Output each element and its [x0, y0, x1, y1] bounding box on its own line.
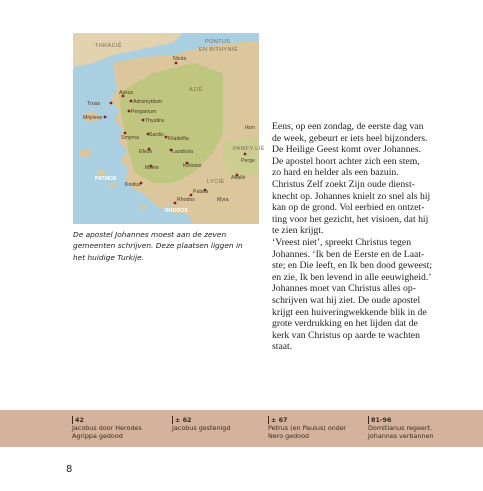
caption-line: het huidige Turkije. [73, 252, 145, 262]
timeline-desc: Jacobus gestenigd [172, 424, 231, 432]
text-line: De apostel hoort achter zich een stem, [272, 155, 420, 167]
timeline-item [368, 416, 434, 440]
timeline-date: 81-96 [368, 416, 434, 424]
text-line: Christus Zelf zoekt Zijn oude dienst- [272, 178, 415, 190]
text-line: de week, gebeurt er iets heel bijzonders. [272, 132, 428, 144]
map-label-troas: Troas [87, 101, 101, 107]
timeline-date: 42 [72, 416, 142, 424]
story-text [272, 121, 472, 353]
text-line: kan op de grond. Vol eerbied en ontzet- [272, 202, 425, 214]
timeline-item [72, 416, 142, 440]
text-line: Johannes. ‘Ik ben de Eerste en de Laat- [272, 248, 425, 260]
text-line: ‘Vreest niet’, spreekt Christus tegen [272, 236, 412, 248]
map-label-mitylene: Mitylene [83, 115, 103, 121]
page-number: 8 [66, 464, 73, 475]
text-line: ting voor het gezicht, het visioen, dat hij [272, 213, 429, 225]
text-line: kerk van Christus op aarde te wachten [272, 329, 420, 341]
text-line: ste; en Die leeft, en Ik ben dood geweest; [272, 260, 433, 272]
map-label-myra: Myra [217, 197, 229, 203]
map-label-kolosse: Kolosse [183, 163, 202, 169]
text-line: grote verdrukking en het lijden dat de [272, 318, 418, 330]
text-line: staat. [272, 341, 293, 353]
text-line: te zien krijgt. [272, 225, 324, 237]
timeline-item [268, 416, 346, 440]
map-label-sardis: Sardis [149, 132, 164, 138]
asia-minor-map [73, 33, 265, 224]
map-label-azie: AZIË [189, 87, 203, 93]
caption-line: gemeenten schrijven. Deze plaatsen liggen in [73, 241, 243, 251]
caption-line: De apostel Johannes moest aan de zeven [73, 230, 227, 239]
text-line: krijgt een huiveringwekkende blik in de [272, 306, 427, 318]
map-label-attalie: Attalië [231, 175, 246, 181]
map-label-ikon: Ikon [245, 125, 255, 131]
map-label-rhodos-island: RHODOS [165, 208, 188, 214]
map-label-efeze: Efeze [139, 149, 153, 155]
map-label-nicea: Nicéa [173, 56, 187, 62]
text-line: knecht op. Johannes knielt zo snel als hij [272, 190, 431, 202]
text-line: Eens, op een zondag, de eerste dag van [272, 121, 424, 132]
timeline-desc: Agrippa gedood [72, 432, 123, 440]
text-line: en zie, Ik ben levend in alle eeuwigheid.’ [272, 271, 432, 283]
map-label-knidus: Knidus [125, 182, 141, 188]
map-label-pontus: PONTUS [205, 39, 231, 45]
timeline-desc: Jacobus door Herodes [72, 424, 142, 432]
map-label-lycie: LYCIË [207, 179, 225, 185]
timeline-date: ± 62 [172, 416, 230, 424]
map-label-adramyttium: Adramyttium [133, 99, 163, 105]
map-label-laodicea: Laodicéa [172, 149, 194, 155]
map-label-rhodos-city: Rhodos [177, 197, 195, 203]
map-label-pamfylie: PAMFY-LIË [233, 146, 265, 152]
timeline-desc: Johannes verbannen [368, 432, 434, 440]
map-label-pergamum: Pergamum [131, 109, 157, 115]
timeline-date: ± 67 [268, 416, 346, 424]
map-label-thyatira: Thyatira [145, 118, 164, 124]
timeline-item [172, 416, 230, 432]
timeline-desc: Domitianus regeert. [368, 424, 432, 432]
timeline-band [0, 410, 483, 447]
map-label-patmos: PATMOS [95, 176, 117, 182]
map-label-smyrna: Smyrna [121, 135, 139, 141]
map-label-perge: Perge [241, 158, 255, 164]
map-figure [73, 33, 265, 224]
timeline-desc: Petrus (en Paulus) onder [268, 424, 347, 432]
map-caption [73, 229, 265, 263]
text-line: zo hard en helder als een bazuin. [272, 167, 399, 179]
map-label-filadelfia: Filadelfia [168, 136, 189, 142]
text-line: schrijven wat hij ziet. De oude apostel [272, 294, 421, 306]
text-line: Johannes moet van Christus alles op- [272, 283, 416, 295]
map-label-bithynie: EN BITHYNIË [199, 47, 238, 53]
map-label-thracie: THRACIË [95, 43, 122, 49]
map-label-miletus: Milete [145, 165, 159, 171]
timeline-desc: Nero gedood [268, 432, 310, 440]
map-label-patara: Patara [193, 189, 209, 195]
text-line: De Heilige Geest komt over Johannes. [272, 144, 422, 156]
map-label-assus: Assus [119, 90, 134, 96]
